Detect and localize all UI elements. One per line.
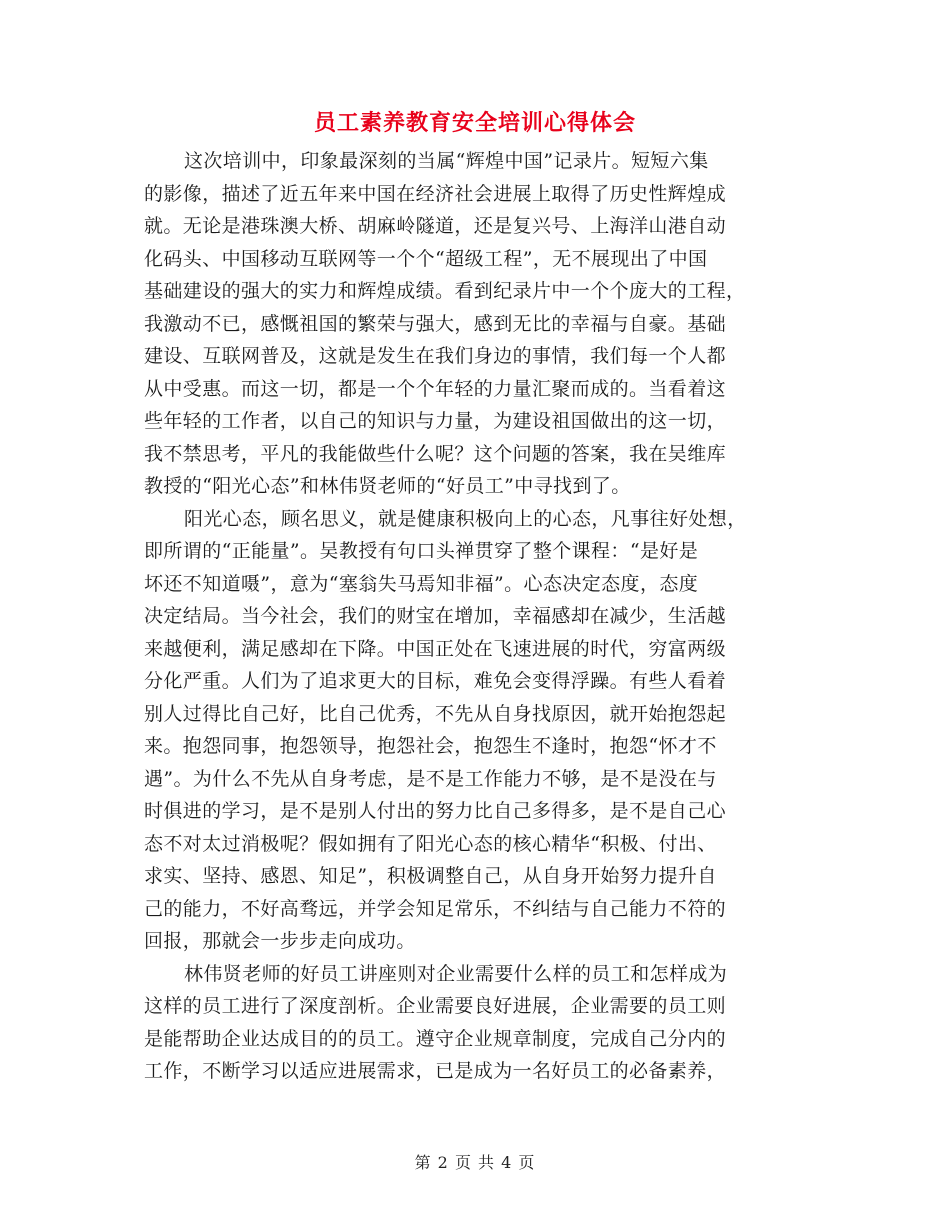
text-line: 求实、坚持、感恩、知足”，积极调整自己，从自身开始努力提升自 (144, 865, 717, 887)
text-line: 我激动不已，感慨祖国的繁荣与强大，感到无比的幸福与自豪。基础 (144, 312, 727, 335)
text-line: 决定结局。当今社会，我们的财宝在增加，幸福感却在减少，生活越 (144, 605, 727, 627)
text-line: 态不对太过消极呢？假如拥有了阳光心态的核心精华“积极、付出、 (144, 832, 717, 855)
text-line: 己的能力，不好高骛远，并学会知足常乐，不纠结与自己能力不符的 (144, 897, 727, 920)
text-line: 从中受惠。而这一切，都是一个个年轻的力量汇聚而成的。当看着这 (144, 377, 727, 400)
text-line: 教授的“阳光心态”和林伟贤老师的“好员工”中寻找到了。 (144, 475, 631, 497)
text-line: 林伟贤老师的好员工讲座则对企业需要什么样的员工和怎样成为 (184, 962, 728, 985)
text-line: 回报，那就会一步步走向成功。 (144, 930, 416, 952)
text-line: 来越便利，满足感却在下降。中国正处在飞速进展的时代，穷富两级 (144, 637, 727, 660)
text-line: 别人过得比自己好，比自己优秀，不先从自身找原因，就开始抱怨起 (144, 702, 727, 725)
text-line: 阳光心态，顾名思义，就是健康积极向上的心态，凡事往好处想， (184, 507, 747, 530)
text-line: 是能帮助企业达成目的的员工。遵守企业规章制度，完成自己分内的 (144, 1027, 727, 1050)
text-line: 遇”。为什么不先从自身考虑，是不是工作能力不够，是不是没在与 (144, 767, 717, 790)
text-line: 化码头、中国移动互联网等一个个“超级工程”，无不展现出了中国 (144, 247, 708, 270)
text-line: 分化严重。人们为了追求更大的目标，难免会变得浮躁。有些人看着 (144, 670, 727, 692)
paragraph-3 (144, 958, 804, 1088)
page-number-footer: 第 2 页 共 4 页 (414, 1153, 536, 1172)
text-line: 时俱进的学习，是不是别人付出的努力比自己多得多，是不是自己心 (144, 800, 727, 822)
text-line: 工作，不断学习以适应进展需求，已是成为一名好员工的必备素养， (144, 1060, 727, 1082)
text-line: 这次培训中，印象最深刻的当属“辉煌中国”记录片。短短六集 (184, 150, 709, 172)
text-line: 的影像，描述了近五年来中国在经济社会进展上取得了历史性辉煌成 (144, 182, 727, 205)
document-body (144, 145, 804, 1088)
document-title: 员工素养教育安全培训心得体会 (313, 111, 636, 136)
text-line: 基础建设的强大的实力和辉煌成绩。看到纪录片中一个个庞大的工程， (144, 280, 746, 302)
text-line: 坏还不知道嗫”，意为“塞翁失马焉知非福”。心态决定态度，态度 (144, 572, 699, 595)
text-line: 来。抱怨同事，抱怨领导，抱怨社会，抱怨生不逢时，抱怨“怀才不 (144, 735, 717, 757)
text-line: 即所谓的“正能量”。吴教授有句口头禅贯穿了整个课程：“是好是 (144, 540, 699, 562)
text-line: 建设、互联网普及，这就是发生在我们身边的事情，我们每一个人都 (144, 345, 727, 367)
text-line: 就。无论是港珠澳大桥、胡麻岭隧道，还是复兴号、上海洋山港自动 (144, 215, 727, 237)
paragraph-1 (144, 145, 804, 503)
text-line: 些年轻的工作者，以自己的知识与力量，为建设祖国做出的这一切， (144, 410, 727, 432)
paragraph-2 (144, 503, 804, 958)
text-line: 这样的员工进行了深度剖析。企业需要良好进展，企业需要的员工则 (144, 995, 727, 1017)
text-line: 我不禁思考，平凡的我能做些什么呢？这个问题的答案，我在吴维库 (144, 442, 727, 465)
